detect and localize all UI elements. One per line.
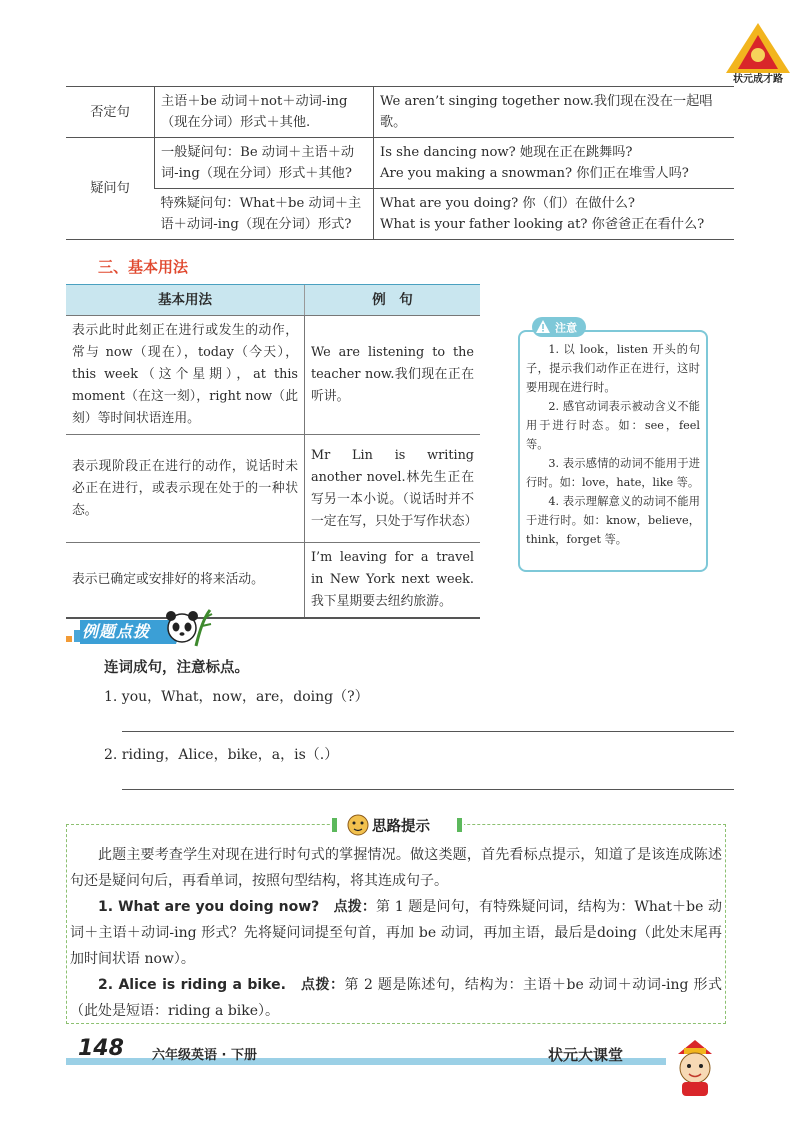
column-header: 例 句 <box>305 285 481 316</box>
hint-text <box>70 842 722 1024</box>
answer-1-tip: 第 1 题是问句，有特殊疑问词，结构为：What＋be 动词＋主语＋动词-ing 形式？先将疑问词提至句首，再加 be 动词，再加主语，最后是doing（此处末尾再加时间状语 now）。 <box>70 899 722 967</box>
table-row <box>66 138 734 189</box>
page-number: 148 <box>78 1036 124 1061</box>
table-header-row <box>66 285 480 316</box>
note-text <box>526 340 700 549</box>
example-banner-title: 例题点拨 <box>82 622 151 641</box>
tip-label: 点拨： <box>333 899 377 915</box>
answer-2-tip: 第 2 题是陈述句，结构为：主语＋be 动词＋动词-ing 形式（此处是短语：riding a bike）。 <box>70 977 722 1019</box>
note-item: 1. 以 look，listen 开头的句子，提示我们动作正在进行，这时要用现在进行时。 <box>526 343 700 394</box>
example-cell: Mr Lin is writing another novel.林先生正在写另一本小说。（说话时并不一定在写，只处于写作状态） <box>305 435 481 543</box>
hint-answer-2 <box>70 972 722 1024</box>
note-item: 4. 表示理解意义的动词不能用于进行时。如：know，believe，think，forget 等。 <box>526 495 700 546</box>
example-cell <box>374 189 735 240</box>
example-line: What are you doing? 你（们）在做什么? <box>380 196 636 211</box>
usage-cell: 表示现阶段正在进行的动作，说话时未必正在进行，或表示现在处于的一种状态。 <box>66 435 305 543</box>
example-line: Are you making a snowman? 你们正在堆雪人吗? <box>380 166 689 181</box>
table-row <box>66 316 480 435</box>
mascot-icon <box>664 1036 726 1098</box>
example-cell: We are listening to the teacher now.我们现在正在听讲。 <box>305 316 481 435</box>
column-header: 基本用法 <box>66 285 305 316</box>
note-tab-label: 注意 <box>555 321 577 335</box>
table-row <box>66 435 480 543</box>
hint-title: 思路提示 <box>372 819 430 835</box>
book-title: 六年级英语 · 下册 <box>152 1048 257 1063</box>
example-cell <box>374 138 735 189</box>
grammar-table <box>66 86 734 240</box>
exercise-instruction: 连词成句，注意标点。 <box>104 660 249 676</box>
answer-1-label: 1. What are you doing now? <box>98 899 320 915</box>
usage-cell: 表示已确定或安排好的将来活动。 <box>66 543 305 619</box>
warning-icon <box>532 316 586 338</box>
table-row <box>66 87 734 138</box>
question-2: 2. riding，Alice，bike，a，is（.） <box>104 747 339 763</box>
row-label: 否定句 <box>66 87 155 138</box>
question-1: 1. you，What，now，are，doing（?） <box>104 689 369 705</box>
panda-icon <box>162 606 214 650</box>
example-cell: We aren’t singing together now.我们现在没在一起唱歌。 <box>374 87 735 138</box>
example-line: What is your father looking at? 你爸爸正在看什么? <box>380 217 705 232</box>
logo-text: 状元成才路 <box>733 74 783 85</box>
hint-answer-1 <box>70 894 722 972</box>
section-heading: 三、基本用法 <box>98 258 189 276</box>
usage-cell: 表示此时此刻正在进行或发生的动作，常与 now（现在），today（今天），this week（这个星期），at this moment（在这一刻），right now（此刻）等时间状语连用。 <box>66 316 305 435</box>
form-cell: 特殊疑问句：What＋be 动词＋主语＋动词-ing（现在分词）形式? <box>155 189 374 240</box>
usage-table <box>66 284 480 619</box>
answer-line <box>122 731 734 732</box>
note-item: 2. 感官动词表示被动含义不能用于进行时态。如：see，feel 等。 <box>526 400 700 451</box>
answer-line <box>122 789 734 790</box>
form-cell: 主语＋be 动词＋not＋动词-ing（现在分词）形式＋其他. <box>155 87 374 138</box>
answer-2-label: 2. Alice is riding a bike. <box>98 977 286 993</box>
tip-label: 点拨： <box>300 977 345 993</box>
form-cell: 一般疑问句：Be 动词＋主语＋动词-ing（现在分词）形式＋其他? <box>155 138 374 189</box>
note-item: 3. 表示感情的动词不能用于进行时。如：love，hate，like 等。 <box>526 457 700 489</box>
row-label: 疑问句 <box>66 138 155 240</box>
table-row <box>66 189 734 240</box>
example-line: Is she dancing now? 她现在正在跳舞吗? <box>380 145 633 160</box>
example-cell: I’m leaving for a travel in New York next week.我下星期要去纽约旅游。 <box>305 543 481 619</box>
brand-name: 状元大课堂 <box>548 1046 624 1064</box>
hint-intro: 此题主要考查学生对现在进行时句式的掌握情况。做这类题，首先看标点提示，知道了是该连成陈述句还是疑问句后，再看单词，按照句型结构，将其连成句子。 <box>70 847 722 889</box>
table-row <box>66 543 480 619</box>
